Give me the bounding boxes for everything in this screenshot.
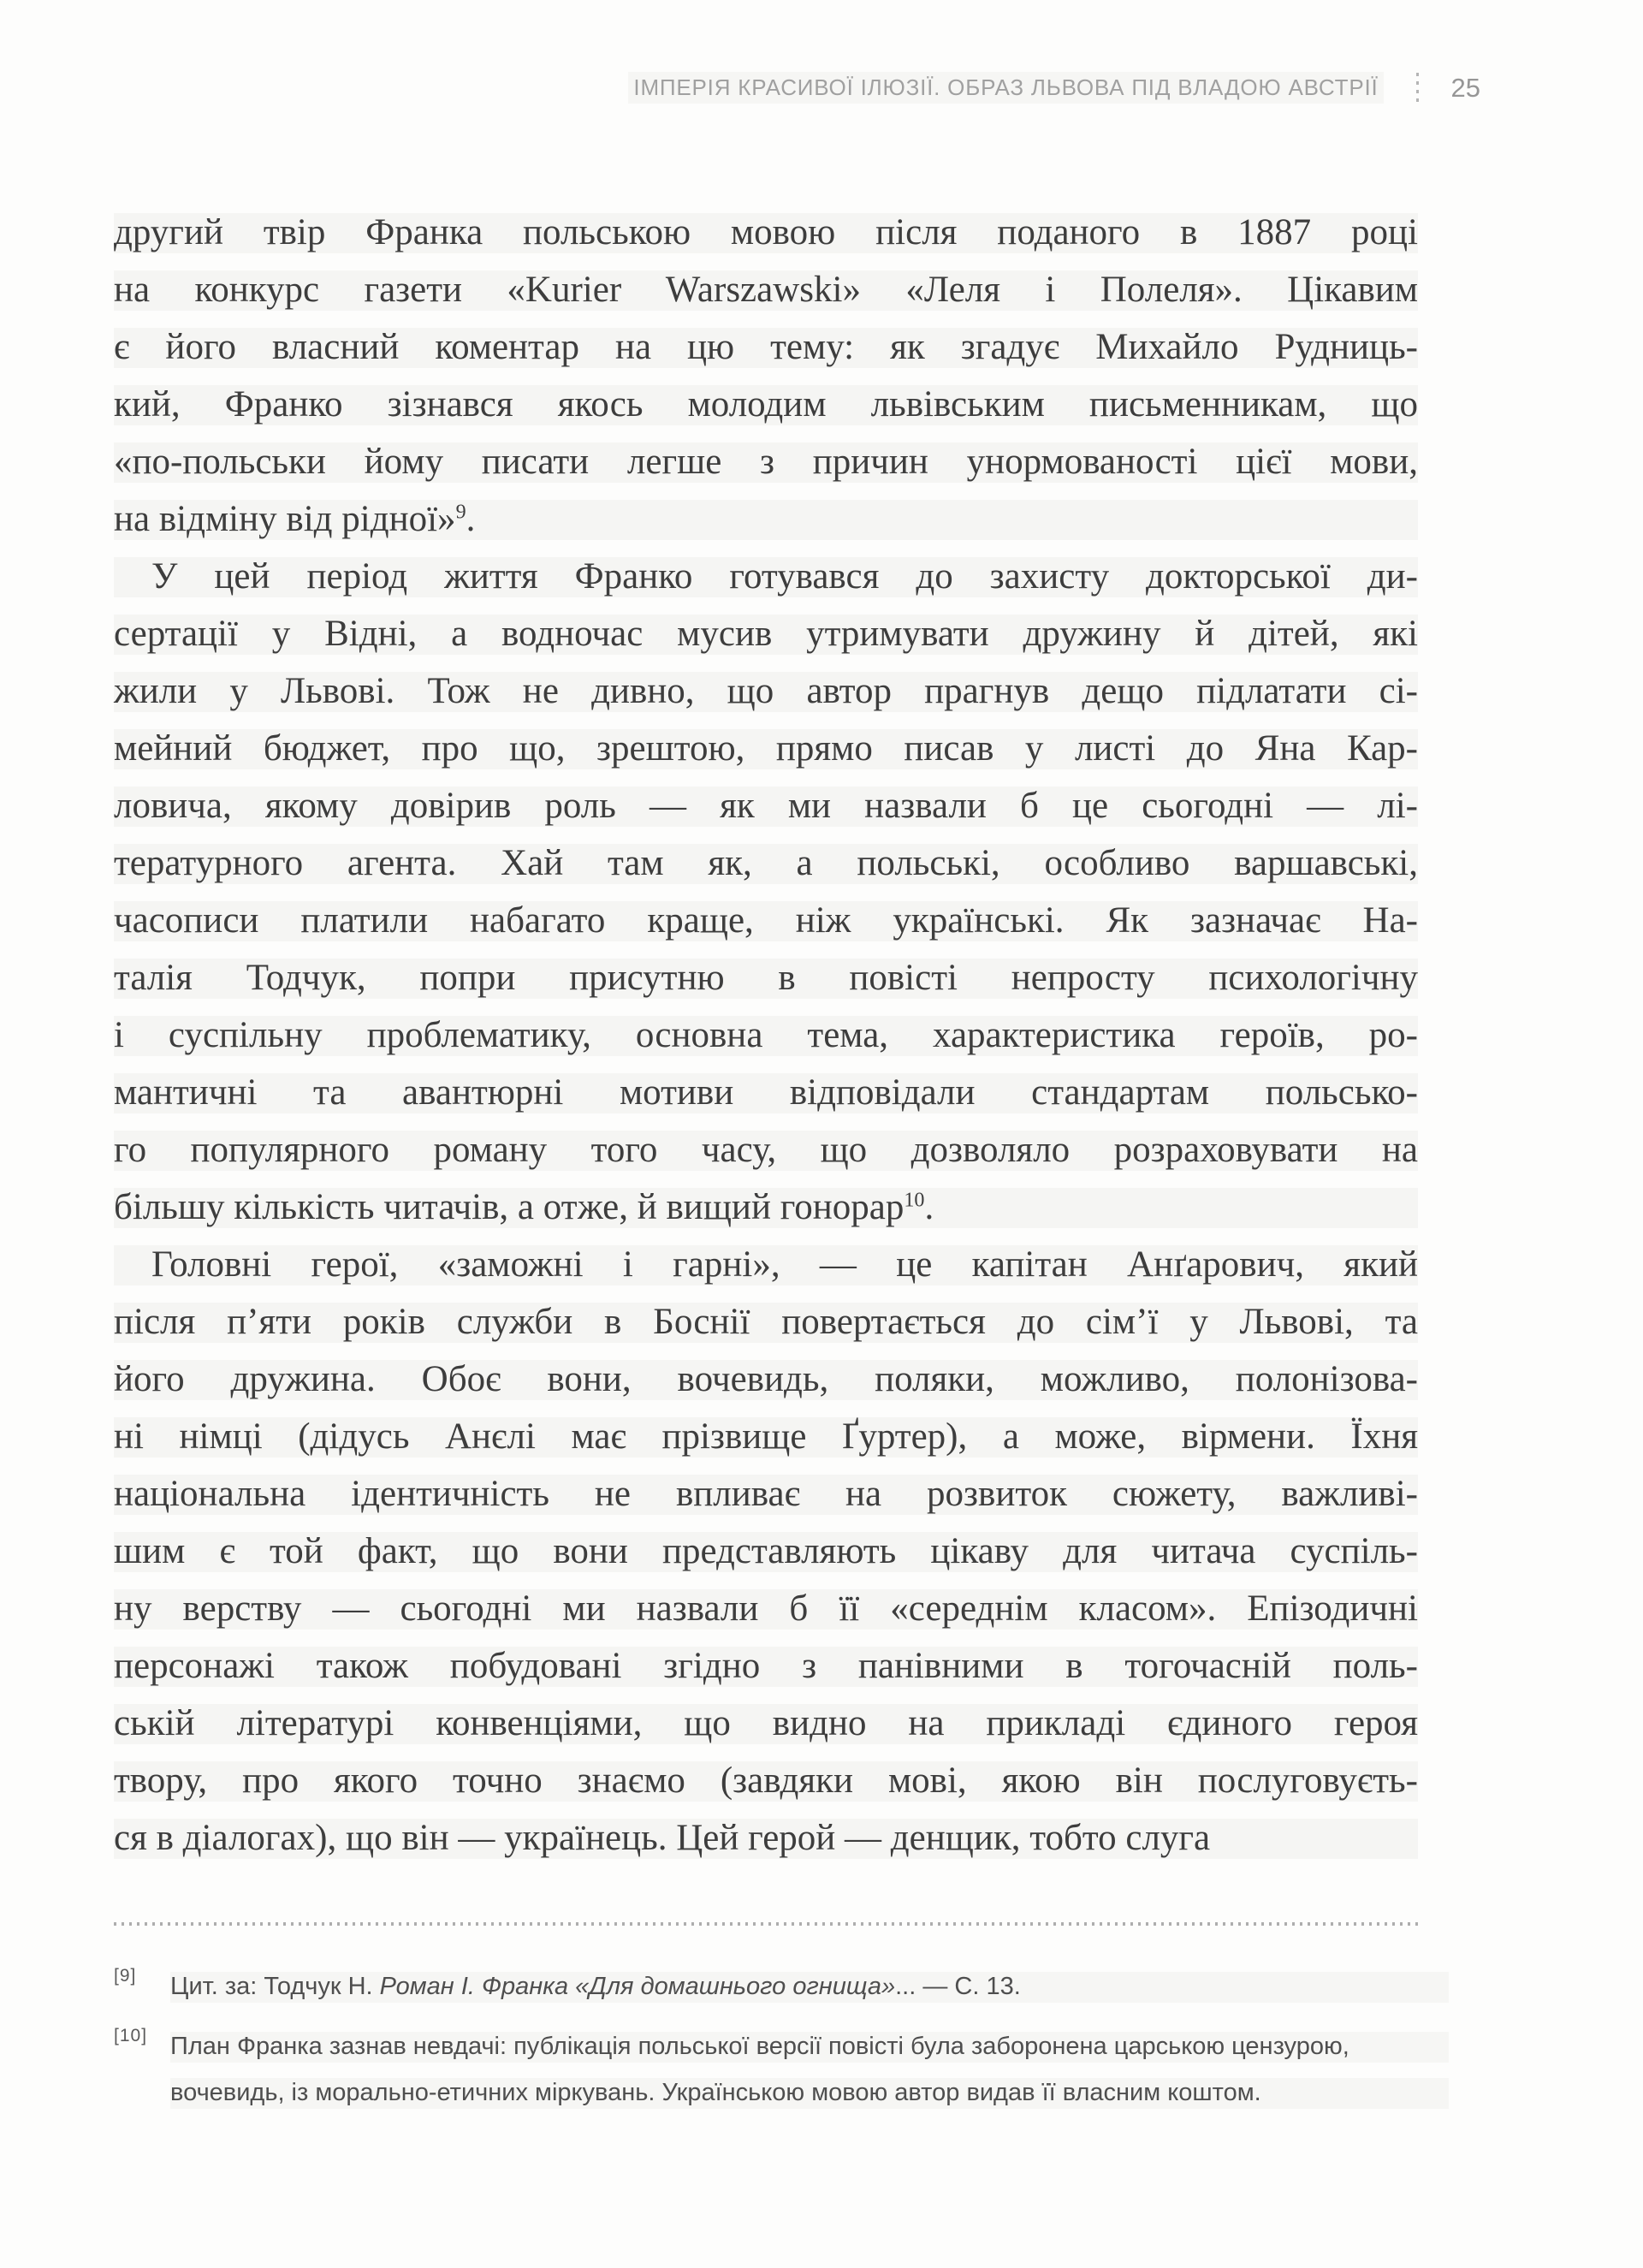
text-line <box>114 605 1418 662</box>
text-line <box>114 1236 1418 1293</box>
body-text <box>114 204 1418 1867</box>
text-run: шим є той факт, що вони представляють цікаву для читача суспіль- <box>114 1531 1418 1571</box>
text-run: Головні герої, «заможні і гарні», — це капітан Анґарович, який <box>151 1244 1418 1285</box>
text-run: Роман І. Франка «Для домашнього огнища» <box>379 1973 896 2000</box>
text-line <box>114 834 1418 892</box>
text-run: План Франка зазнав невдачі: публікація польської версії повісті була заборонена царською цензурою, <box>170 2033 1349 2060</box>
text-run: жили у Львові. Тож не дивно, що автор прагнув дещо підлатати сі- <box>114 671 1418 711</box>
text-run: кий, Франко зізнався якось молодим львівським письменникам, що <box>114 384 1418 425</box>
text-line <box>114 318 1418 376</box>
text-run: мантичні та авантюрні мотиви відповідали стандартам польсько- <box>114 1072 1418 1113</box>
text-run: більшу кількість читачів, а отже, й вищий гонорар <box>114 1187 905 1227</box>
text-line <box>114 1637 1418 1695</box>
text-run: персонажі також побудовані згідно з панівними в тогочасній поль- <box>114 1646 1418 1686</box>
footnote <box>114 1963 1449 2010</box>
text-line <box>114 1179 1418 1236</box>
text-line <box>114 777 1418 834</box>
text-line <box>114 1580 1418 1637</box>
text-run: «по-польськи йому писати легше з причин унормованості цієї мови, <box>114 442 1418 482</box>
footnote-text <box>170 1963 1449 2010</box>
text-run: часописи платили набагато краще, ніж українські. Як зазначає На- <box>114 900 1418 941</box>
text-run: талія Тодчук, попри присутню в повісті непросту психологічну <box>114 958 1418 998</box>
footnote-line <box>170 2069 1449 2116</box>
text-run: ну верству — сьогодні ми назвали б її «середнім класом». Епізодичні <box>114 1588 1418 1629</box>
header-dotted-separator-icon <box>1416 73 1419 104</box>
text-line <box>114 720 1418 777</box>
text-run: ся в діалогах), що він — українець. Цей герой — денщик, тобто слуга <box>114 1818 1211 1858</box>
text-line <box>114 1408 1418 1465</box>
footnote-reference: 9 <box>455 501 466 524</box>
text-line <box>114 1695 1418 1752</box>
text-line <box>114 433 1418 490</box>
footnote-separator <box>114 1922 1418 1926</box>
text-line <box>114 662 1418 720</box>
text-line <box>114 1006 1418 1064</box>
text-run: ській літературі конвенціями, що видно на прикладі єдиного героя <box>114 1703 1418 1743</box>
footnote-marker: [10] <box>114 2026 148 2045</box>
text-line <box>114 1064 1418 1121</box>
text-line <box>114 892 1418 949</box>
page-header <box>628 72 1480 104</box>
text-run: його дружина. Обоє вони, вочевидь, поляки, можливо, полонізова- <box>114 1359 1418 1399</box>
footnote-line <box>170 1963 1449 2010</box>
text-line <box>114 1523 1418 1580</box>
footnote-marker: [9] <box>114 1966 137 1986</box>
text-line <box>114 1809 1418 1867</box>
text-run: Цит. за: Тодчук Н. <box>170 1973 380 2000</box>
running-title: ІМПЕРІЯ КРАСИВОЇ ІЛЮЗІЇ. ОБРАЗ ЛЬВОВА ПІД ВЛАДОЮ АВСТРІЇ <box>628 72 1383 104</box>
text-run: на конкурс газети «Kurier Warszawski» «Леля і Полеля». Цікавим <box>114 270 1418 310</box>
text-run: сертації у Відні, а водночас мусив утримувати дружину й дітей, які <box>114 614 1418 654</box>
footnote-text <box>170 2023 1449 2116</box>
text-run: тературного агента. Хай там як, а польські, особливо варшавські, <box>114 843 1418 883</box>
footnote-line <box>170 2023 1449 2069</box>
footnote-reference: 10 <box>904 1189 925 1212</box>
text-run: і суспільну проблематику, основна тема, характеристика героїв, ро- <box>114 1015 1418 1055</box>
text-run: є його власний коментар на цю тему: як згадує Михайло Рудниць- <box>114 327 1418 367</box>
text-run: ні німці (дідусь Анєлі має прізвище Ґуртер), а може, вірмени. Їхня <box>114 1416 1418 1457</box>
text-run: го популярного роману того часу, що дозволяло розраховувати на <box>114 1130 1418 1170</box>
text-run: другий твір Франка польською мовою після поданого в 1887 році <box>114 212 1418 252</box>
footnotes <box>114 1963 1449 2129</box>
footnote <box>114 2023 1449 2116</box>
text-line <box>114 1121 1418 1179</box>
text-line <box>114 204 1418 261</box>
text-run: твору, про якого точно знаємо (завдяки мові, якою він послуговуєть- <box>114 1760 1418 1801</box>
text-run: ловича, якому довірив роль — як ми назвали б це сьогодні — лі- <box>114 786 1418 826</box>
page-number: 25 <box>1450 72 1480 103</box>
text-run: після п’яти років служби в Боснії повертається до сім’ї у Львові, та <box>114 1302 1418 1342</box>
text-line <box>114 1293 1418 1351</box>
text-line <box>114 376 1418 433</box>
text-line <box>114 548 1418 605</box>
text-line <box>114 1752 1418 1809</box>
text-line <box>114 261 1418 318</box>
text-run: національна ідентичність не впливає на розвиток сюжету, важливі- <box>114 1474 1418 1514</box>
text-line <box>114 1465 1418 1523</box>
text-line <box>114 490 1418 548</box>
text-line <box>114 1351 1418 1408</box>
text-run: вочевидь, із морально-етичних міркувань. Українською мовою автор видав її власним коштом. <box>170 2079 1261 2106</box>
text-run: . <box>466 499 476 539</box>
text-run: на відміну від рідної» <box>114 499 456 539</box>
text-run: . <box>924 1187 934 1227</box>
text-line <box>114 949 1418 1006</box>
text-run: ... — С. 13. <box>895 1973 1021 2000</box>
text-run: мейний бюджет, про що, зрештою, прямо писав у листі до Яна Кар- <box>114 728 1418 769</box>
text-run: У цей період життя Франко готувався до захисту докторської ди- <box>151 556 1418 597</box>
